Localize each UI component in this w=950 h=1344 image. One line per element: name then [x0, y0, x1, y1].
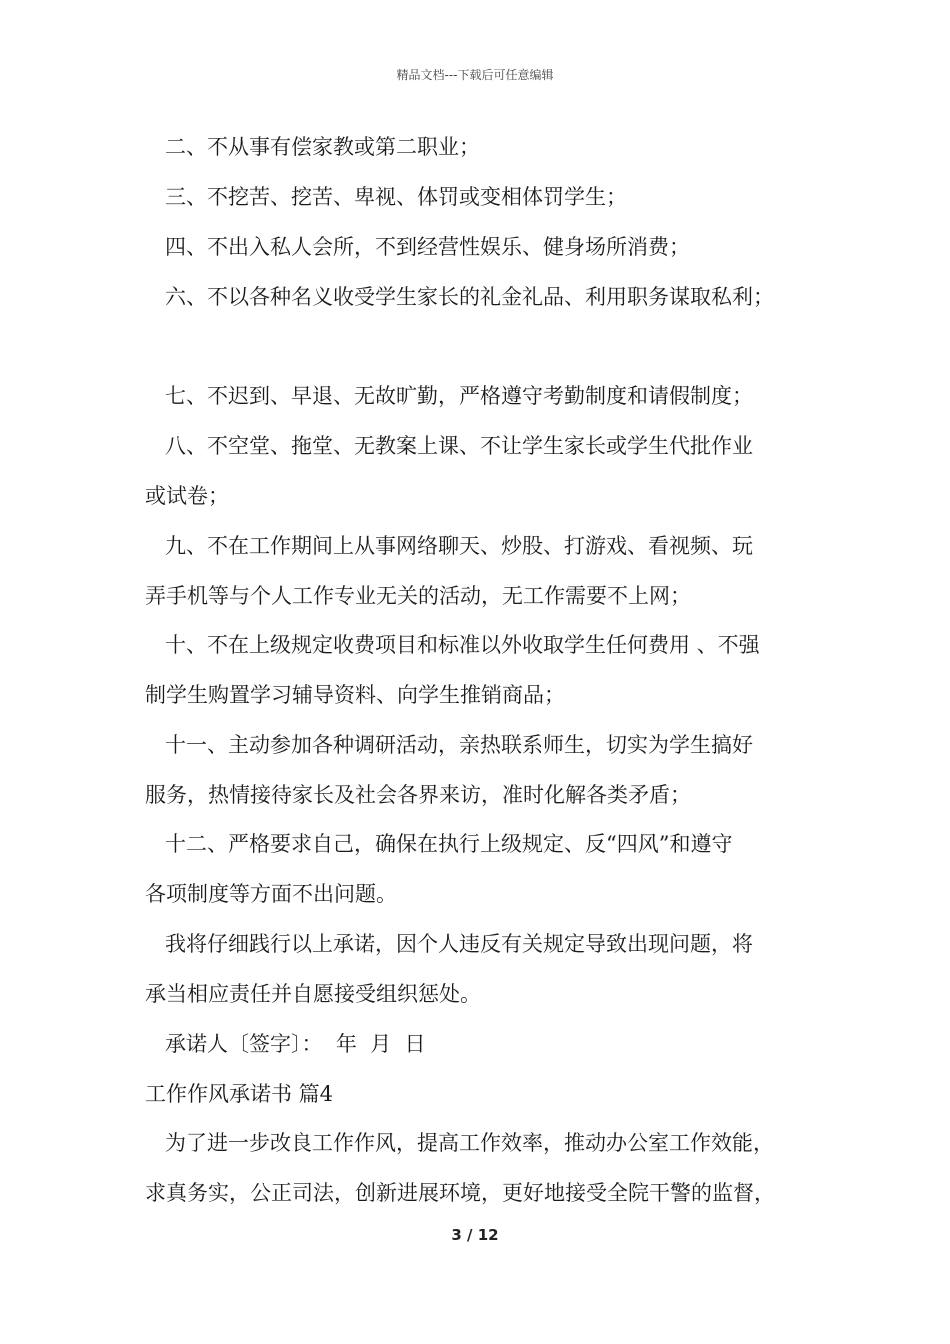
text-line: 四、不出入私人会所，不到经营性娱乐、健身场所消费； — [165, 235, 690, 259]
text-line: 或试卷； — [145, 484, 229, 508]
page-header: 精品文档---下载后可任意编辑 — [396, 68, 554, 82]
text-line: 十二、严格要求自己，确保在执行上级规定、反“四风”和遵守 — [165, 832, 733, 856]
text-line: 承当相应责任并自愿接受组织惩处。 — [145, 982, 481, 1006]
text-line: 八、不空堂、拖堂、无教案上课、不让学生家长或学生代批作业 — [165, 434, 753, 458]
text-line: 十、不在上级规定收费项目和标准以外收取学生任何费用 、不强 — [165, 633, 760, 657]
text-line: 制学生购置学习辅导资料、向学生推销商品； — [145, 683, 565, 707]
text-line: 十一、主动参加各种调研活动，亲热联系师生，切实为学生搞好 — [165, 733, 753, 757]
text-line: 弄手机等与个人工作专业无关的活动，无工作需要不上网； — [145, 584, 691, 608]
signature-line: 承诺人〔签字〕： 年 月 日 — [165, 1032, 426, 1056]
section-title: 工作作风承诺书 篇4 — [145, 1082, 334, 1106]
text-line: 二、不从事有偿家教或第二职业； — [165, 135, 480, 159]
page-number: 3 / 12 — [451, 1226, 499, 1244]
text-line: 各项制度等方面不出问题。 — [145, 882, 397, 906]
text-line: 六、不以各种名义收受学生家长的礼金礼品、利用职务谋取私利； — [165, 285, 774, 309]
text-line: 七、不迟到、早退、无故旷勤，严格遵守考勤制度和请假制度； — [165, 384, 753, 408]
text-line: 九、不在工作期间上从事网络聊天、炒股、打游戏、看视频、玩 — [165, 534, 753, 558]
text-line: 我将仔细践行以上承诺，因个人违反有关规定导致出现问题，将 — [165, 932, 753, 956]
text-line: 求真务实，公正司法，创新进展环境，更好地接受全院干警的监督， — [145, 1181, 775, 1205]
text-line: 服务，热情接待家长及社会各界来访，准时化解各类矛盾； — [145, 783, 691, 807]
text-line: 为了进一步改良工作作风，提高工作效率，推动办公室工作效能， — [165, 1131, 774, 1155]
text-line: 三、不挖苦、挖苦、卑视、体罚或变相体罚学生； — [165, 185, 627, 209]
